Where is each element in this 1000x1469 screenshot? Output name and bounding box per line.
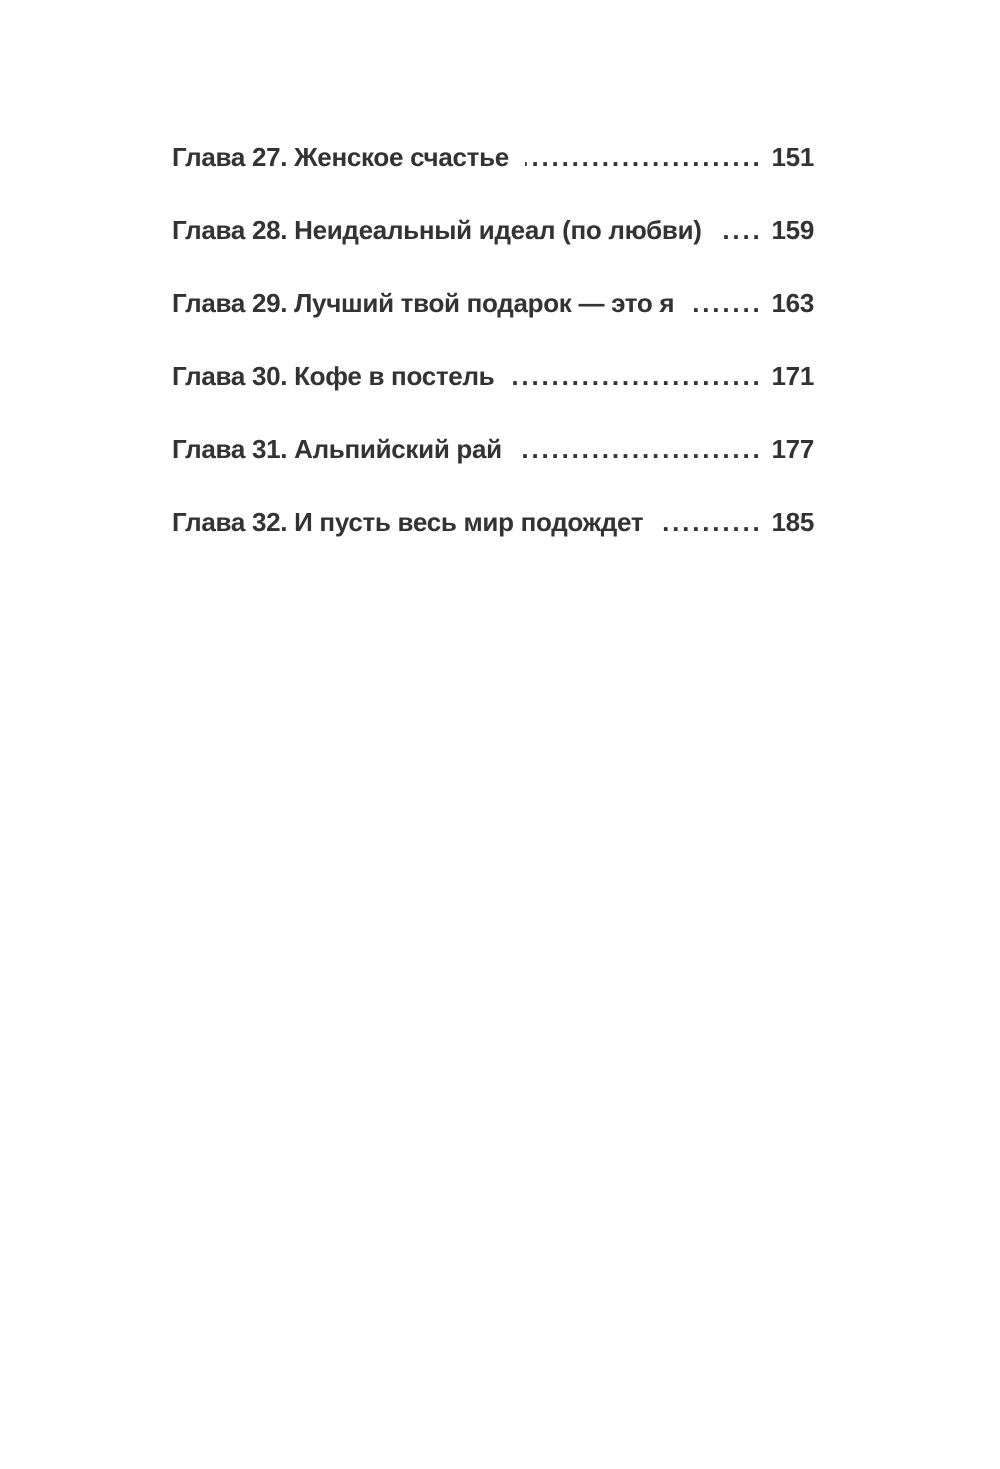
toc-entry-title: Глава 27. Женское счастье [172, 142, 509, 172]
toc-entry-chapter-31[interactable] [172, 434, 814, 507]
toc-entry-title: Глава 30. Кофе в постель [172, 361, 495, 391]
toc-entry-chapter-30[interactable] [172, 361, 814, 434]
dot-leader [525, 142, 758, 173]
dot-leader [659, 507, 757, 538]
dot-leader [690, 288, 757, 319]
toc-entry-chapter-28[interactable] [172, 215, 814, 288]
toc-entry-title: Глава 32. И пусть весь мир подождет [172, 507, 644, 537]
toc-entry-page-number: 177 [771, 434, 814, 464]
toc-entry-page-number: 171 [771, 361, 814, 391]
toc-entry-chapter-29[interactable] [172, 288, 814, 361]
toc-entry-title: Глава 31. Альпийский рай [172, 434, 502, 464]
toc-entry-page-number: 185 [771, 507, 814, 537]
dot-leader [718, 215, 758, 246]
toc-entry-title: Глава 28. Неидеальный идеал (по любви) [172, 215, 702, 245]
dot-leader [510, 361, 757, 392]
toc-entry-chapter-27[interactable] [172, 142, 814, 215]
toc-entry-page-number: 159 [771, 215, 814, 245]
toc-entry-title: Глава 29. Лучший твой подарок — это я [172, 288, 675, 318]
toc-entry-chapter-32[interactable] [172, 507, 814, 580]
toc-entry-page-number: 163 [771, 288, 814, 318]
toc-entry-page-number: 151 [771, 142, 814, 172]
table-of-contents [172, 142, 814, 580]
dot-leader [518, 434, 758, 465]
